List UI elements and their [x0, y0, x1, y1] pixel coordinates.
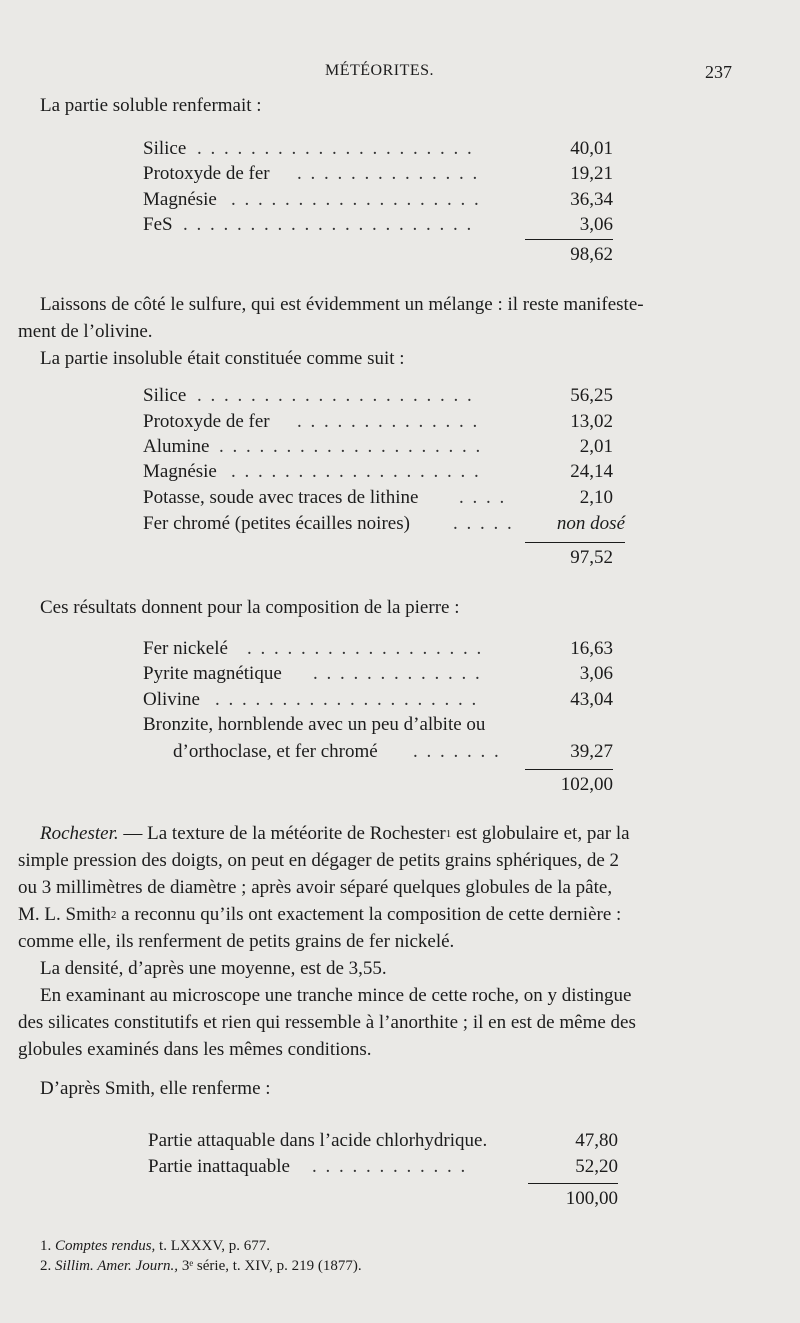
- row-label: Partie attaquable dans l’acide chlorhydrique.: [148, 1130, 488, 1151]
- row-label: Fer nickelé: [143, 638, 228, 659]
- leader-dots: . . . . . . . . . . . . . .: [297, 411, 480, 432]
- footnote-detail: t. LXXXV, p. 677.: [155, 1238, 271, 1254]
- leader-dots: . . . . . . . . . . . . . . . . . .: [247, 638, 484, 659]
- table-row: [173, 740, 613, 764]
- text-span: — La texture de la météorite de Rochester: [118, 823, 446, 844]
- composition-intro: Ces résultats donnent pour la composition de la pierre :: [40, 597, 460, 618]
- row-value: 13,02: [570, 411, 613, 432]
- row-value: 3,06: [579, 663, 613, 684]
- row-label: Partie inattaquable: [148, 1156, 290, 1177]
- table-row: [148, 1155, 618, 1179]
- running-header-title: MÉTÉORITES.: [325, 62, 435, 79]
- footnote-source: Comptes rendus,: [55, 1238, 156, 1254]
- table-row: [143, 410, 613, 434]
- table-row: [143, 486, 613, 510]
- leader-dots: . . . . . . . . . . . . . . . . . . . . . .: [183, 214, 474, 235]
- table-row: [143, 512, 625, 536]
- sum-rule: [528, 1183, 618, 1184]
- footnote-number: 1.: [40, 1238, 52, 1254]
- row-label: Magnésie: [143, 461, 217, 482]
- leader-dots: . . . . . . .: [413, 741, 501, 762]
- row-value: 39,27: [570, 741, 613, 762]
- sum-total: 97,52: [570, 547, 613, 568]
- footnote-source: Sillim. Amer. Journ.,: [55, 1258, 179, 1274]
- footnote-detail: 3ᵉ série, t. XIV, p. 219 (1877).: [178, 1258, 362, 1274]
- paragraph-line: [18, 903, 621, 927]
- paragraph-line: En examinant au microscope une tranche mince de cette roche, on y distingue: [40, 985, 632, 1006]
- sum-rule: [525, 239, 613, 240]
- paragraph-line: globules examinés dans les mêmes conditions.: [18, 1039, 372, 1060]
- section-title: Rochester.: [40, 823, 119, 844]
- leader-dots: . . . . . . . . . . . . . . . . . . . . .: [197, 385, 474, 406]
- text-span: M. L. Smith: [18, 904, 111, 925]
- table-row: [143, 637, 613, 661]
- row-value: 3,06: [579, 214, 613, 235]
- paragraph-line: La densité, d’après une moyenne, est de 3,55.: [40, 958, 387, 979]
- table-row: [143, 188, 613, 212]
- row-label: Magnésie: [143, 189, 217, 210]
- table-row: [143, 662, 613, 686]
- table-row: [143, 137, 613, 161]
- sum-rule: [525, 542, 625, 543]
- row-label: Pyrite magnétique: [143, 663, 282, 684]
- row-value: non dosé: [556, 513, 625, 534]
- row-value: 47,80: [575, 1130, 618, 1151]
- row-value: 16,63: [570, 638, 613, 659]
- leader-dots: . . . . .: [453, 513, 514, 534]
- text-span: est globulaire et, par la: [451, 823, 630, 844]
- row-value: 2,10: [579, 487, 613, 508]
- row-value: 52,20: [575, 1156, 618, 1177]
- table-row: [143, 213, 613, 237]
- row-label: Fer chromé (petites écailles noires): [143, 513, 410, 534]
- leader-dots: . . . . . . . . . . . . . . . . . . . .: [219, 436, 483, 457]
- smith-intro: D’après Smith, elle renferme :: [40, 1078, 271, 1099]
- table-row: [143, 162, 613, 186]
- paragraph-line: comme elle, ils renferment de petits grains de fer nickelé.: [18, 931, 455, 952]
- row-label: Protoxyde de fer: [143, 411, 270, 432]
- row-value: 19,21: [570, 163, 613, 184]
- table-row: [143, 384, 613, 408]
- row-label: FeS: [143, 214, 173, 235]
- row-value: 24,14: [570, 461, 613, 482]
- paragraph-line: ou 3 millimètres de diamètre ; après avoir séparé quelques globules de la pâte,: [18, 877, 613, 898]
- composition-row-line: Bronzite, hornblende avec un peu d’albite ou: [143, 714, 486, 735]
- leader-dots: . . . . . . . . . . . . . . . . . . . .: [215, 689, 479, 710]
- row-label: d’orthoclase, et fer chromé: [173, 741, 378, 762]
- row-value: 36,34: [570, 189, 613, 210]
- sum-total: 102,00: [560, 774, 613, 795]
- leader-dots: . . . . . . . . . . . . . . . . . . .: [231, 461, 481, 482]
- sum-rule: [525, 769, 613, 770]
- text-span: a reconnu qu’ils ont exactement la composition de cette dernière :: [116, 904, 622, 925]
- paragraph-line: [40, 822, 630, 846]
- paragraph-line: simple pression des doigts, on peut en dégager de petits grains sphériques, de 2: [18, 850, 620, 871]
- soluble-intro: La partie soluble renfermait :: [40, 95, 262, 116]
- footnote-ref: 1: [445, 828, 452, 840]
- paragraph-line: des silicates constitutifs et rien qui ressemble à l’anorthite ; il en est de même des: [18, 1012, 636, 1033]
- insoluble-intro: La partie insoluble était constituée comme suit :: [40, 348, 405, 369]
- sum-total: 98,62: [570, 244, 613, 265]
- table-row: [143, 435, 613, 459]
- table-row: [143, 688, 613, 712]
- footnote-ref: 2: [110, 909, 117, 921]
- row-value: 56,25: [570, 385, 613, 406]
- leader-dots: . . . . . . . . . . . .: [312, 1156, 468, 1177]
- page-number: 237: [705, 62, 732, 82]
- footnote: [40, 1258, 362, 1275]
- footnote: [40, 1238, 270, 1255]
- row-label: Protoxyde de fer: [143, 163, 270, 184]
- row-label: Alumine: [143, 436, 210, 457]
- leader-dots: . . . . . . . . . . . . . . . . . . . . .: [197, 138, 474, 159]
- sum-total: 100,00: [565, 1188, 618, 1209]
- leader-dots: . . . .: [459, 487, 507, 508]
- row-value: 2,01: [579, 436, 613, 457]
- leader-dots: . . . . . . . . . . . . . . . . . . .: [231, 189, 481, 210]
- row-label: Potasse, soude avec traces de lithine: [143, 487, 419, 508]
- table-row: [148, 1129, 618, 1153]
- leader-dots: . . . . . . . . . . . . .: [313, 663, 482, 684]
- row-value: 43,04: [570, 689, 613, 710]
- row-label: Silice: [143, 385, 187, 406]
- table-row: [143, 460, 613, 484]
- leader-dots: . . . . . . . . . . . . . .: [297, 163, 480, 184]
- paragraph-line: Laissons de côté le sulfure, qui est évidemment un mélange : il reste manifeste-: [40, 294, 644, 315]
- paragraph-line: ment de l’olivine.: [18, 321, 153, 342]
- row-label: Olivine: [143, 689, 200, 710]
- footnote-number: 2.: [40, 1258, 52, 1274]
- row-label: Silice: [143, 138, 187, 159]
- row-value: 40,01: [570, 138, 613, 159]
